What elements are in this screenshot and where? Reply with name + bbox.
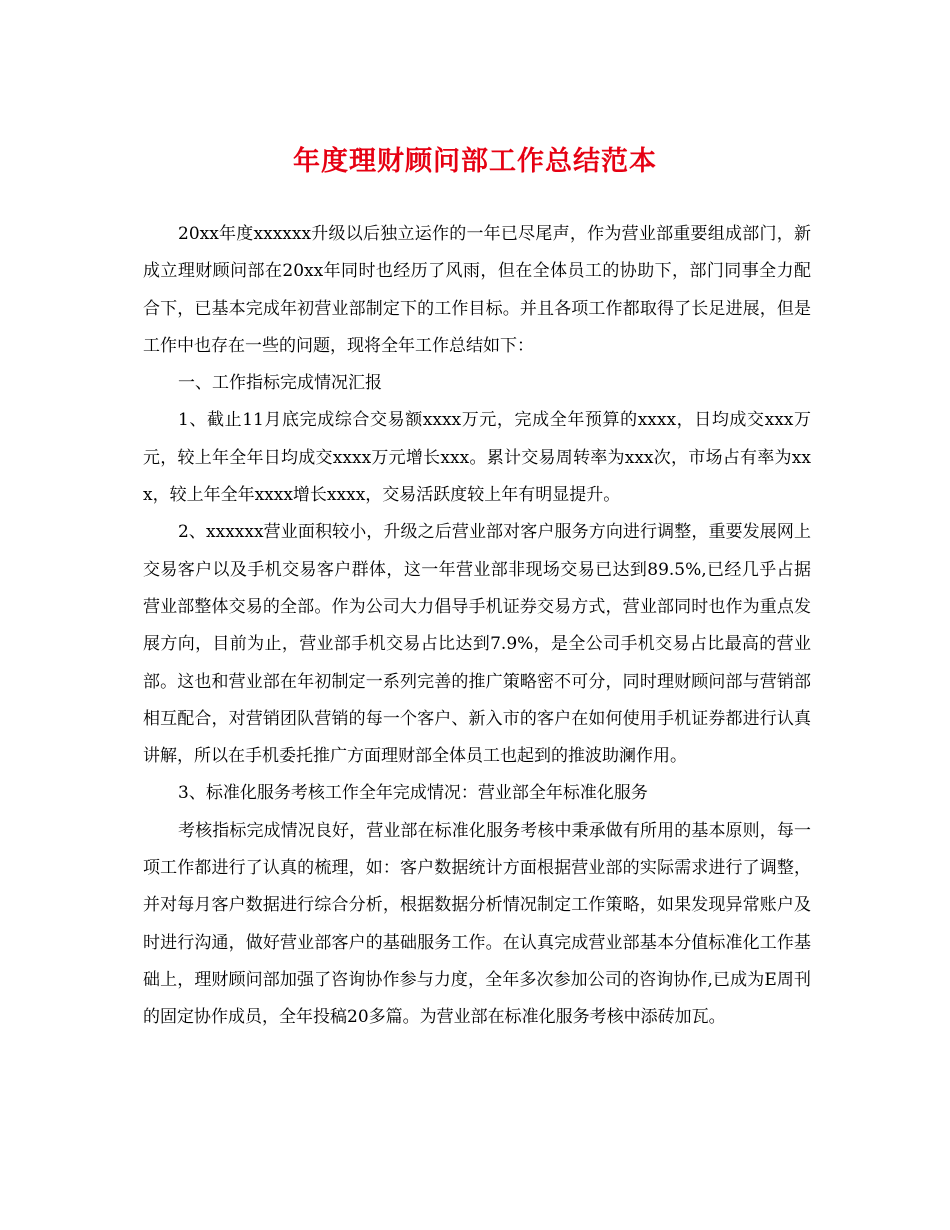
section-heading-work-indicators: 一、工作指标完成情况汇报 [178,373,382,394]
paragraph-item-2: 2、xxxxxx营业面积较小，升级之后营业部对客户服务方向进行调整，重要发展网上交易客户以及手机交易客户群体，这一年营业部非现场交易已达到89.5%,已经几乎占据营业部整体交易的全部。作为公司大力倡导手机证券交易方式，营业部同时也作为重点发展方向，目前为止，营业部手机交易占比达到7.9%，是全公司手机交易占比最高的营业部。这也和营业部在年初制定一系列完善的推广策略密不可分，同时理财顾问部与营销部相互配合，对营销团队营销的每一个客户、新入市的客户在如何使用手机证券都进行认真讲解，所以在手机委托推广方面理财部全体员工也起到的推波助澜作用。 [143,522,811,767]
paragraph-intro: 20xx年度xxxxxx升级以后独立运作的一年已尽尾声，作为营业部重要组成部门，新成立理财顾问部在20xx年同时也经历了风雨，但在全体员工的协助下，部门同事全力配合下，已基本完成年初营业部制定下的工作目标。并且各项工作都取得了长足进展，但是工作中也存在一些的问题，现将全年工作总结如下： [143,224,811,356]
document-title: 年度理财顾问部工作总结范本 [293,146,657,177]
paragraph-item-1: 1、截止11月底完成综合交易额xxxx万元，完成全年预算的xxxx，日均成交xxx万元，较上年全年日均成交xxxx万元增长xxx。累计交易周转率为xxx次，市场占有率为xxx，较上年全年xxxx增长xxxx，交易活跃度较上年有明显提升。 [143,410,811,506]
document-body [143,216,811,1037]
paragraph-item-3-detail: 考核指标完成情况良好，营业部在标准化服务考核中秉承做有所用的基本原则，每一项工作都进行了认真的梳理，如：客户数据统计方面根据营业部的实际需求进行了调整，并对每月客户数据进行综合分析，根据数据分析情况制定工作策略，如果发现异常账户及时进行沟通，做好营业部客户的基础服务工作。在认真完成营业部基本分值标准化工作基础上，理财顾问部加强了咨询协作参与力度，全年多次参加公司的咨询协作,已成为E周刊的固定协作成员，全年投稿20多篇。为营业部在标准化服务考核中添砖加瓦。 [143,820,811,1028]
paragraph-item-3: 3、标准化服务考核工作全年完成情况：营业部全年标准化服务 [178,783,648,804]
